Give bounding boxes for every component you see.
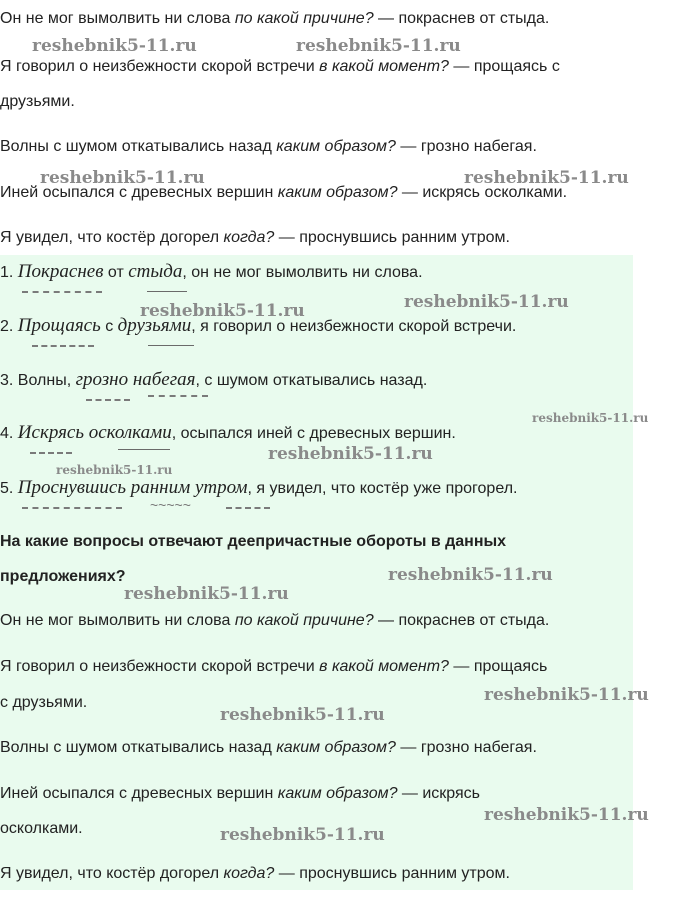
sentence-2: Я говорил о неизбежности скорой встречи в какой момент? — прощаясь с [0, 58, 560, 75]
watermark: reshebnik5-11.ru [140, 301, 305, 321]
watermark: reshebnik5-11.ru [484, 685, 649, 705]
watermark: reshebnik5-11.ru [388, 565, 553, 585]
answer-sentence-2: Я говорил о неизбежности скорой встречи в какой момент? — прощаясь [0, 658, 548, 675]
question-heading-line-2: предложениях? [0, 568, 126, 585]
gerund-underline [32, 339, 94, 347]
sentence-1: Он не мог вымолвить ни слова по какой причине? — покраснев от стыда. [0, 10, 550, 27]
gerund-underline [148, 389, 208, 397]
answer-4: 4. Искрясь осколками, осыпался иней с древесных вершин. [0, 422, 456, 443]
gerund-underline [22, 501, 122, 509]
watermark: reshebnik5-11.ru [124, 584, 289, 604]
gerund-underline [22, 285, 102, 293]
watermark: reshebnik5-11.ru [40, 168, 205, 188]
answer-sentence-5: Я увидел, что костёр догорел когда? — проснувшись ранним утром. [0, 865, 510, 882]
answer-3: 3. Волны, грозно набегая, с шумом откатывались назад. [0, 369, 428, 390]
watermark: reshebnik5-11.ru [484, 805, 649, 825]
watermark: reshebnik5-11.ru [464, 168, 629, 188]
object-underline [118, 443, 170, 450]
watermark: reshebnik5-11.ru [56, 463, 173, 477]
sentence-3: Волны с шумом откатывались назад каким образом? — грозно набегая. [0, 138, 537, 155]
adverbial-underline [86, 393, 130, 401]
sentence-2-cont: друзьями. [0, 93, 75, 110]
watermark: reshebnik5-11.ru [404, 292, 569, 312]
answer-5: 5. Проснувшись ранним утром, я увидел, что костёр уже прогорел. [0, 477, 518, 498]
question-heading-line-1: На какие вопросы отвечают деепричастные обороты в данных [0, 533, 507, 550]
answer-2: 2. Прощаясь с друзьями, я говорил о неизбежности скорой встречи. [0, 315, 517, 336]
object-underline [148, 339, 194, 346]
sentence-5: Я увидел, что костёр догорел когда? — проснувшись ранним утром. [0, 229, 510, 246]
watermark: reshebnik5-11.ru [220, 825, 385, 845]
gerund-underline [30, 446, 72, 454]
answer-sentence-3: Волны с шумом откатывались назад каким образом? — грозно набегая. [0, 739, 537, 756]
wavy-underline: ~~~~~ [150, 497, 191, 513]
adverbial-underline [226, 501, 270, 509]
answer-sentence-4-cont: осколками. [0, 820, 83, 837]
watermark: reshebnik5-11.ru [532, 411, 649, 425]
object-underline [147, 285, 187, 292]
answer-sentence-2-cont: с друзьями. [0, 694, 88, 711]
watermark: reshebnik5-11.ru [296, 36, 461, 56]
answer-1: 1. Покраснев от стыда, он не мог вымолвить ни слова. [0, 261, 423, 282]
sentence-4: Иней осыпался с древесных вершин каким образом? — искрясь осколками. [0, 184, 568, 201]
answer-sentence-1: Он не мог вымолвить ни слова по какой причине? — покраснев от стыда. [0, 612, 550, 629]
watermark: reshebnik5-11.ru [268, 444, 433, 464]
watermark: reshebnik5-11.ru [220, 705, 385, 725]
answer-sentence-4: Иней осыпался с древесных вершин каким образом? — искрясь [0, 785, 481, 802]
watermark: reshebnik5-11.ru [32, 36, 197, 56]
